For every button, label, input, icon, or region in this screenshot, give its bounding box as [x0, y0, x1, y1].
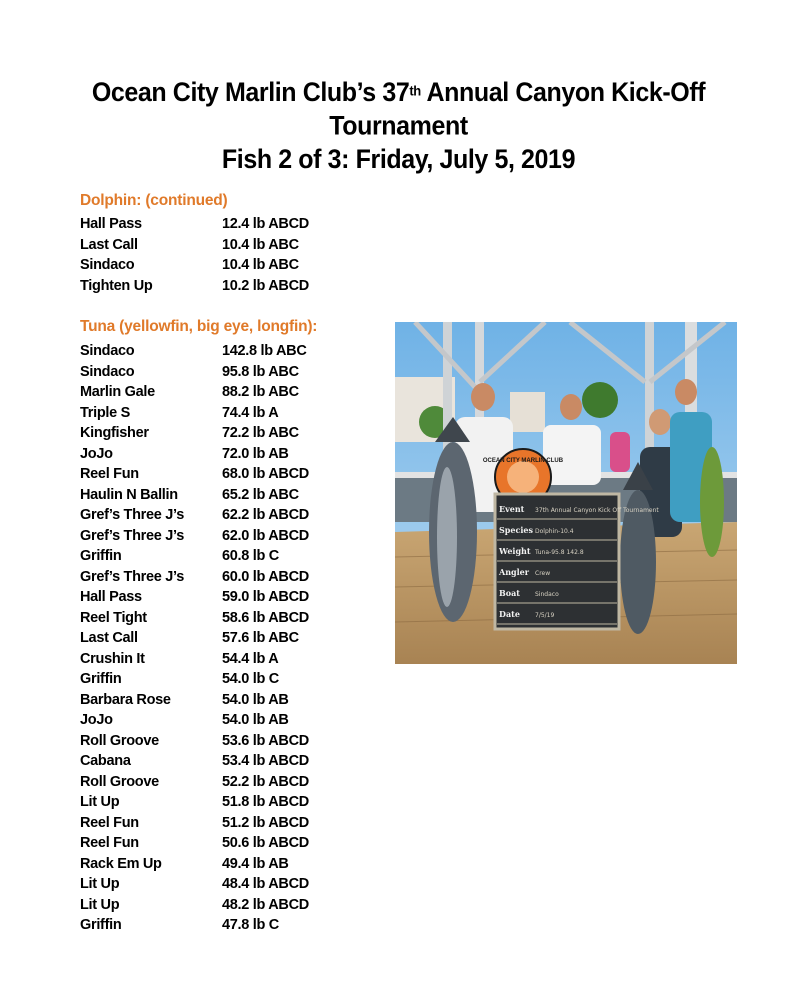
list-item	[80, 669, 380, 690]
fish-weight: 72.2 lb ABC	[222, 425, 299, 441]
list-item	[80, 813, 380, 834]
tournament-photo	[395, 322, 737, 664]
fish-weight: 50.6 lb ABCD	[222, 835, 309, 851]
list-item	[80, 362, 380, 383]
list-item	[80, 772, 380, 793]
boat-name: Cabana	[80, 753, 131, 769]
list-item	[80, 587, 380, 608]
fish-weight: 47.8 lb C	[222, 917, 279, 933]
board-value: 37th Annual Canyon Kick Off Tournament	[535, 507, 659, 514]
boat-name: JoJo	[80, 445, 113, 462]
fish-weight: 74.4 lb A	[222, 404, 279, 421]
boat-name: Gref’s Three J’s	[80, 568, 184, 585]
fish-weight: 142.8 lb ABC	[222, 343, 307, 359]
boat-name: Griffin	[80, 671, 122, 687]
list-item	[80, 235, 380, 256]
dolphin-heading: Dolphin: (continued)	[80, 192, 228, 209]
club-logo-text: OCEAN CITY MARLIN CLUB	[482, 458, 564, 464]
board-value: Dolphin-10.4	[535, 528, 574, 535]
list-item	[80, 505, 380, 526]
fish-weight: 62.2 lb ABCD	[222, 507, 309, 523]
fish-weight: 57.6 lb ABC	[222, 630, 299, 646]
list-item	[80, 464, 380, 485]
boat-name: Kingfisher	[80, 425, 149, 441]
boat-name: Rack Em Up	[80, 855, 162, 872]
list-item	[80, 608, 380, 629]
fish-weight: 48.4 lb ABCD	[222, 876, 309, 892]
list-item	[80, 526, 380, 547]
boat-name: Last Call	[80, 236, 138, 253]
list-item	[80, 690, 380, 711]
list-item	[80, 895, 380, 916]
board-value: Crew	[535, 570, 551, 577]
list-item	[80, 214, 380, 235]
list-item	[80, 485, 380, 506]
list-item	[80, 444, 380, 465]
title-line-3: Fish 2 of 3: Friday, July 5, 2019	[221, 144, 576, 175]
boat-name: Hall Pass	[80, 589, 142, 605]
board-label: Weight	[499, 546, 531, 556]
boat-name: Sindaco	[80, 257, 135, 273]
fish-weight: 54.4 lb A	[222, 650, 279, 667]
list-item	[80, 731, 380, 752]
boat-name: Roll Groove	[80, 773, 159, 790]
fish-weight: 65.2 lb ABC	[222, 486, 299, 503]
boat-name: Last Call	[80, 630, 138, 646]
fish-weight: 51.8 lb ABCD	[222, 794, 309, 810]
boat-name: Tighten Up	[80, 277, 153, 294]
list-item	[80, 382, 380, 403]
list-item	[80, 276, 380, 297]
fish-weight: 54.0 lb C	[222, 671, 279, 687]
fish-weight: 58.6 lb ABCD	[222, 609, 309, 626]
fish-weight: 60.8 lb C	[222, 548, 279, 564]
boat-name: Gref’s Three J’s	[80, 527, 184, 544]
boat-name: Griffin	[80, 917, 122, 933]
boat-name: Sindaco	[80, 363, 135, 380]
board-label: Event	[499, 504, 525, 514]
dolphin-list	[80, 214, 380, 296]
boat-name: Reel Tight	[80, 609, 147, 626]
boat-name: Triple S	[80, 404, 130, 421]
list-item	[80, 255, 380, 276]
list-item	[80, 874, 380, 895]
boat-name: Crushin It	[80, 650, 145, 667]
tuna-heading: Tuna (yellowfin, big eye, longfin):	[80, 318, 318, 335]
boat-name: Barbara Rose	[80, 691, 171, 708]
fish-weight: 53.6 lb ABCD	[222, 732, 309, 749]
fish-weight: 52.2 lb ABCD	[222, 773, 309, 790]
fish-weight: 60.0 lb ABCD	[222, 568, 309, 585]
board-value: 7/5/19	[535, 612, 555, 619]
list-item	[80, 833, 380, 854]
list-item	[80, 854, 380, 875]
board-value: Sindaco	[535, 591, 559, 598]
list-item	[80, 710, 380, 731]
boat-name: Reel Fun	[80, 814, 139, 831]
fish-weight: 10.4 lb ABC	[222, 236, 299, 253]
fish-weight: 88.2 lb ABC	[222, 384, 299, 400]
fish-weight: 59.0 lb ABCD	[222, 589, 309, 605]
list-item	[80, 546, 380, 567]
boat-name: Hall Pass	[80, 216, 142, 232]
list-item	[80, 341, 380, 362]
boat-name: Roll Groove	[80, 732, 159, 749]
list-item	[80, 915, 380, 936]
fish-weight: 72.0 lb AB	[222, 445, 289, 462]
fish-weight: 62.0 lb ABCD	[222, 527, 309, 544]
list-item	[80, 403, 380, 424]
boat-name: Haulin N Ballin	[80, 486, 178, 503]
list-item	[80, 567, 380, 588]
fish-weight: 54.0 lb AB	[222, 691, 289, 708]
list-item	[80, 423, 380, 444]
boat-name: JoJo	[80, 712, 113, 728]
boat-name: Gref’s Three J’s	[80, 507, 184, 523]
boat-name: Reel Fun	[80, 835, 139, 851]
boat-name: Sindaco	[80, 343, 135, 359]
fish-weight: 10.2 lb ABCD	[222, 277, 309, 294]
boat-name: Lit Up	[80, 876, 120, 892]
fish-weight: 51.2 lb ABCD	[222, 814, 309, 831]
board-label: Species	[499, 525, 533, 535]
board-label: Date	[499, 609, 520, 619]
tuna-list	[80, 341, 380, 936]
list-item	[80, 792, 380, 813]
fish-weight: 68.0 lb ABCD	[222, 466, 309, 482]
boat-name: Marlin Gale	[80, 384, 155, 400]
boat-name: Lit Up	[80, 794, 120, 810]
list-item	[80, 649, 380, 670]
fish-weight: 95.8 lb ABC	[222, 363, 299, 380]
board-label: Boat	[499, 588, 520, 598]
list-item	[80, 751, 380, 772]
title-line-2: Tournament	[329, 110, 468, 142]
fish-weight: 49.4 lb AB	[222, 855, 289, 872]
fish-weight: 53.4 lb ABCD	[222, 753, 309, 769]
fish-weight: 10.4 lb ABC	[222, 257, 299, 273]
board-value: Tuna-95.8 142.8	[535, 549, 584, 556]
boat-name: Reel Fun	[80, 466, 139, 482]
fish-weight: 48.2 lb ABCD	[222, 896, 309, 913]
fish-weight: 54.0 lb AB	[222, 712, 289, 728]
board-label: Angler	[499, 567, 529, 577]
title-line-1: Ocean City Marlin Club’s 37th Annual Canyon Kick-Off	[91, 77, 706, 108]
fish-weight: 12.4 lb ABCD	[222, 216, 309, 232]
boat-name: Lit Up	[80, 896, 120, 913]
list-item	[80, 628, 380, 649]
boat-name: Griffin	[80, 548, 122, 564]
page-title	[0, 76, 797, 176]
